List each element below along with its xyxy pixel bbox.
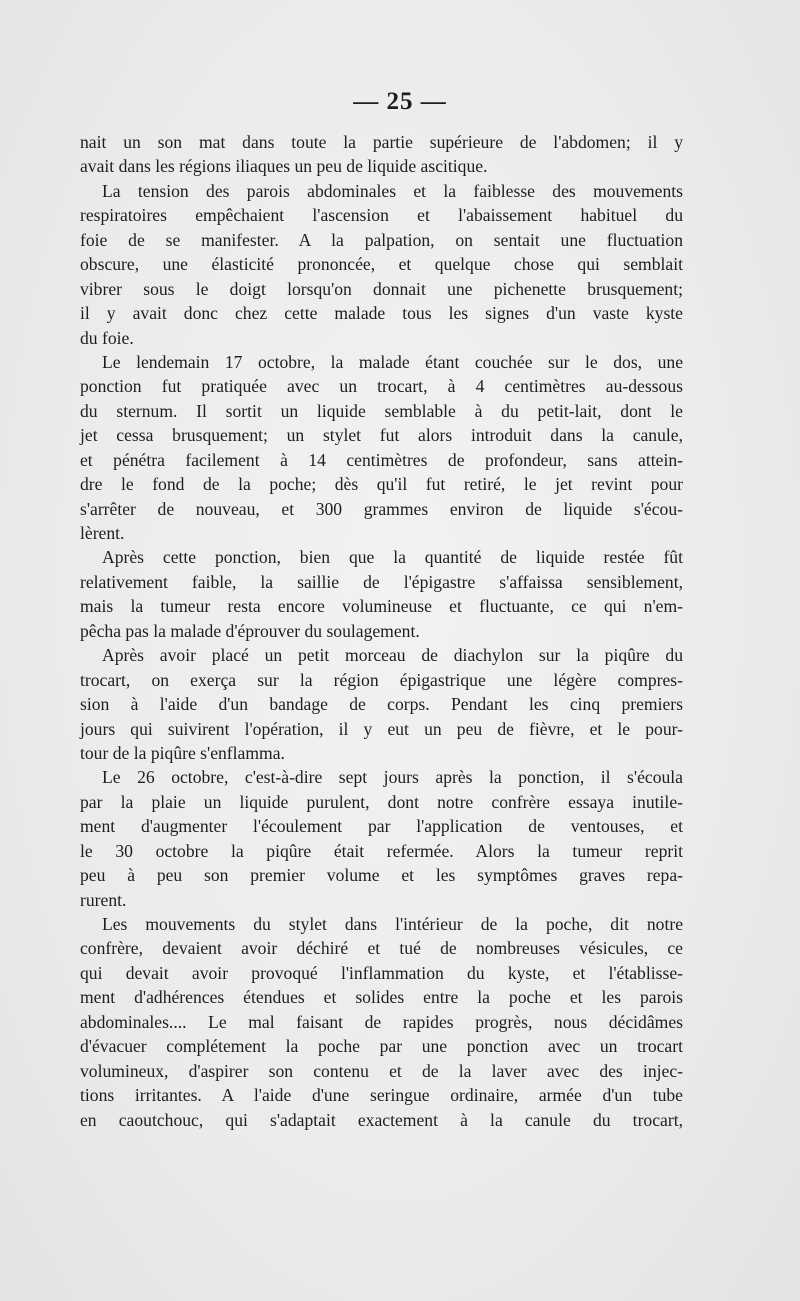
text-line: jours qui suivirent l'opération, il y eut un peu de fièvre, et le pour- [80, 718, 683, 739]
text-line: Le 26 octobre, c'est-à-dire sept jours après la ponction, il s'écoula [102, 767, 683, 788]
text-line: dre le fond de la poche; dès qu'il fut retiré, le jet revint pour [80, 474, 683, 495]
text-line: en caoutchouc, qui s'adaptait exactement à la canule du trocart, [80, 1109, 683, 1130]
text-line: ment d'augmenter l'écoulement par l'application de ventouses, et [80, 816, 683, 837]
text-line: peu à peu son premier volume et les symptômes graves repa- [80, 865, 683, 886]
text-line: le 30 octobre la piqûre était refermée. Alors la tumeur reprit [80, 840, 683, 861]
text-line: Les mouvements du stylet dans l'intérieur de la poche, dit notre [102, 914, 683, 934]
text-line: respiratoires empêchaient l'ascension et l'abaissement habituel du [80, 205, 683, 226]
text-line: du foie. [80, 327, 134, 348]
text-line: et pénétra facilement à 14 centimètres de profondeur, sans attein- [80, 449, 683, 470]
text-line: rurent. [80, 889, 127, 910]
text-line: du sternum. Il sortit un liquide semblable à du petit-lait, dont le [80, 400, 683, 421]
text-line: par la plaie un liquide purulent, dont notre confrère essaya inutile- [80, 791, 683, 812]
text-line: jet cessa brusquement; un stylet fut alors introduit dans la canule, [80, 425, 683, 446]
text-line: lèrent. [80, 523, 125, 543]
text-line: Le lendemain 17 octobre, la malade étant couchée sur le dos, une [102, 351, 683, 372]
text-line: sion à l'aide d'un bandage de corps. Pendant les cinq premiers [80, 694, 683, 715]
text-line: ment d'adhérences étendues et solides entre la poche et les parois [80, 987, 683, 1008]
text-line: foie de se manifester. A la palpation, on sentait une fluctuation [80, 229, 683, 250]
text-line: obscure, une élasticité prononcée, et quelque chose qui semblait [80, 254, 683, 275]
text-line: confrère, devaient avoir déchiré et tué de nombreuses vésicules, ce [80, 938, 683, 959]
text-line: s'arrêter de nouveau, et 300 grammes environ de liquide s'écou- [80, 498, 683, 519]
page-number: — 25 — [353, 88, 447, 115]
text-line: il y avait donc chez cette malade tous les signes d'un vaste kyste [80, 303, 683, 324]
text-line: tour de la piqûre s'enflamma. [80, 742, 285, 763]
text-line: Après avoir placé un petit morceau de diachylon sur la piqûre du [102, 645, 683, 666]
text-line: qui devait avoir provoqué l'inflammation du kyste, et l'établisse- [80, 962, 683, 983]
text-line: tions irritantes. A l'aide d'une seringue ordinaire, armée d'un tube [80, 1085, 683, 1106]
text-line: d'évacuer complétement la poche par une ponction avec un trocart [80, 1036, 683, 1057]
text-line: trocart, on exerça sur la région épigastrique une légère compres- [80, 669, 683, 690]
text-line: vibrer sous le doigt lorsqu'on donnait une pichenette brusquement; [80, 278, 683, 299]
text-line: avait dans les régions iliaques un peu de liquide ascitique. [80, 156, 488, 177]
text-line: nait un son mat dans toute la partie supérieure de l'abdomen; il y [80, 132, 683, 152]
text-line: mais la tumeur resta encore volumineuse et fluctuante, ce qui n'em- [80, 596, 683, 617]
text-line: Après cette ponction, bien que la quantité de liquide restée fût [102, 547, 683, 568]
text-line: abdominales.... Le mal faisant de rapides progrès, nous décidâmes [80, 1011, 683, 1032]
text-line: La tension des parois abdominales et la faiblesse des mouvements [102, 180, 683, 201]
text-line: volumineux, d'aspirer son contenu et de la laver avec des injec- [80, 1060, 683, 1081]
text-line: relativement faible, la saillie de l'épigastre s'affaissa sensiblement, [80, 571, 683, 592]
text-line: ponction fut pratiquée avec un trocart, à 4 centimètres au-dessous [80, 376, 683, 397]
body-text [80, 130, 683, 1132]
text-line: pêcha pas la malade d'éprouver du soulagement. [80, 620, 420, 641]
